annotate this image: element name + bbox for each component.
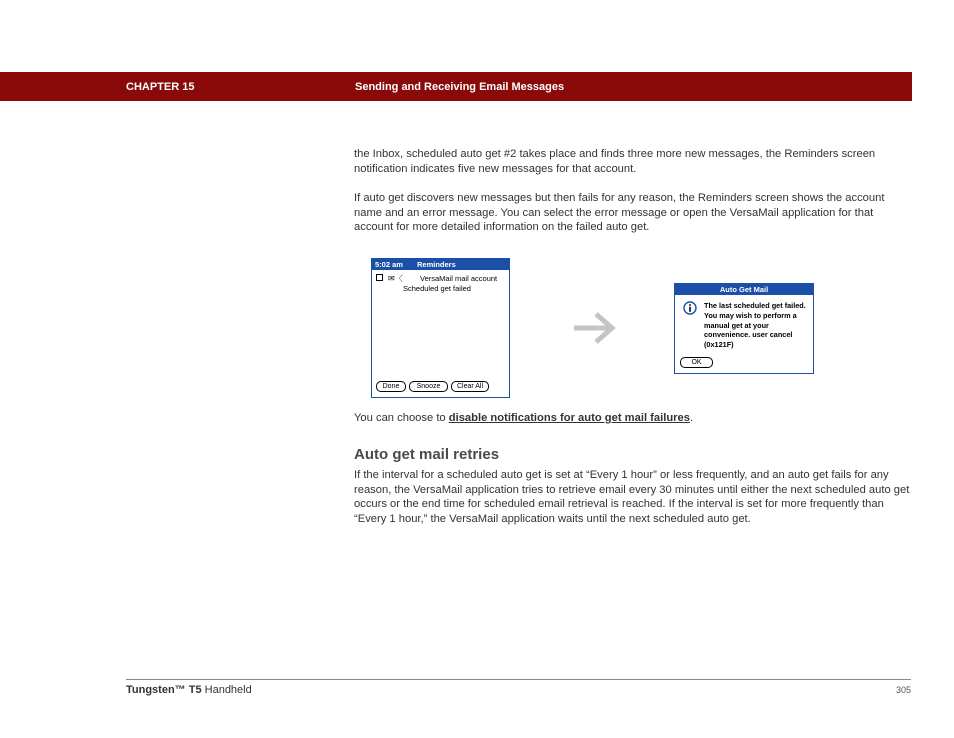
mail-alert-icon: ✉〈 [388,274,403,283]
footer-divider [126,679,911,680]
body-paragraph-2: If auto get discovers new messages but then fails for any reason, the Reminders screen shows the account name and an error message. You can select the error message or open the VersaMail application for that account for more detailed information on the failed auto get. [354,192,885,234]
clear-all-button[interactable]: Clear All [451,381,489,392]
body-paragraph-4: If the interval for a scheduled auto get is set at “Every 1 hour” or less frequently, and an auto get fails for any reason, the VersaMail application tries to retrieve email every 30 minutes until either the next scheduled auto get occurs or the end time for scheduled email retrieval is reached. If the interval is set for more frequently than “Every 1 hour,” the VersaMail application waits until the next scheduled auto get. [354,469,910,525]
reminder-error-message[interactable]: Scheduled get failed [403,284,471,293]
reminders-title-bar [372,259,509,270]
section-heading: Auto get mail retries [354,446,500,463]
chapter-label: CHAPTER 15 [126,81,195,93]
body-paragraph-1: the Inbox, scheduled auto get #2 takes place and finds three more new messages, the Reminders screen notification indicates five new messages for that account. [354,148,876,175]
chapter-header-bar [0,72,912,101]
reminder-checkbox[interactable] [376,274,383,281]
body-paragraph-3 [354,411,910,426]
footer-product [126,684,252,696]
paragraph-3-suffix: . [689,412,694,424]
product-suffix: Handheld [201,684,252,696]
reminders-title: Reminders [417,260,456,269]
arrow-right-icon [572,310,618,346]
ok-button[interactable]: OK [680,357,713,368]
auto-get-mail-alert [674,283,814,374]
reminder-account-name: VersaMail mail account [420,274,498,283]
product-name: Tungsten™ T5 [126,684,202,696]
paragraph-3-prefix: You can choose to [354,412,449,424]
disable-notifications-link[interactable]: disable notifications for auto get mail failures [448,412,690,424]
snooze-button[interactable]: Snooze [409,381,448,392]
alert-message: The last scheduled get failed. You may wish to perform a manual get at your convenience. user cancel (0x121F) [704,301,806,350]
done-button[interactable]: Done [376,381,406,392]
info-icon [683,301,697,315]
reminders-screen [371,258,510,398]
reminders-time: 5:02 am [375,260,403,269]
alert-title-bar: Auto Get Mail [675,284,813,295]
chapter-title: Sending and Receiving Email Messages [355,81,565,93]
page-number: 305 [895,685,911,695]
